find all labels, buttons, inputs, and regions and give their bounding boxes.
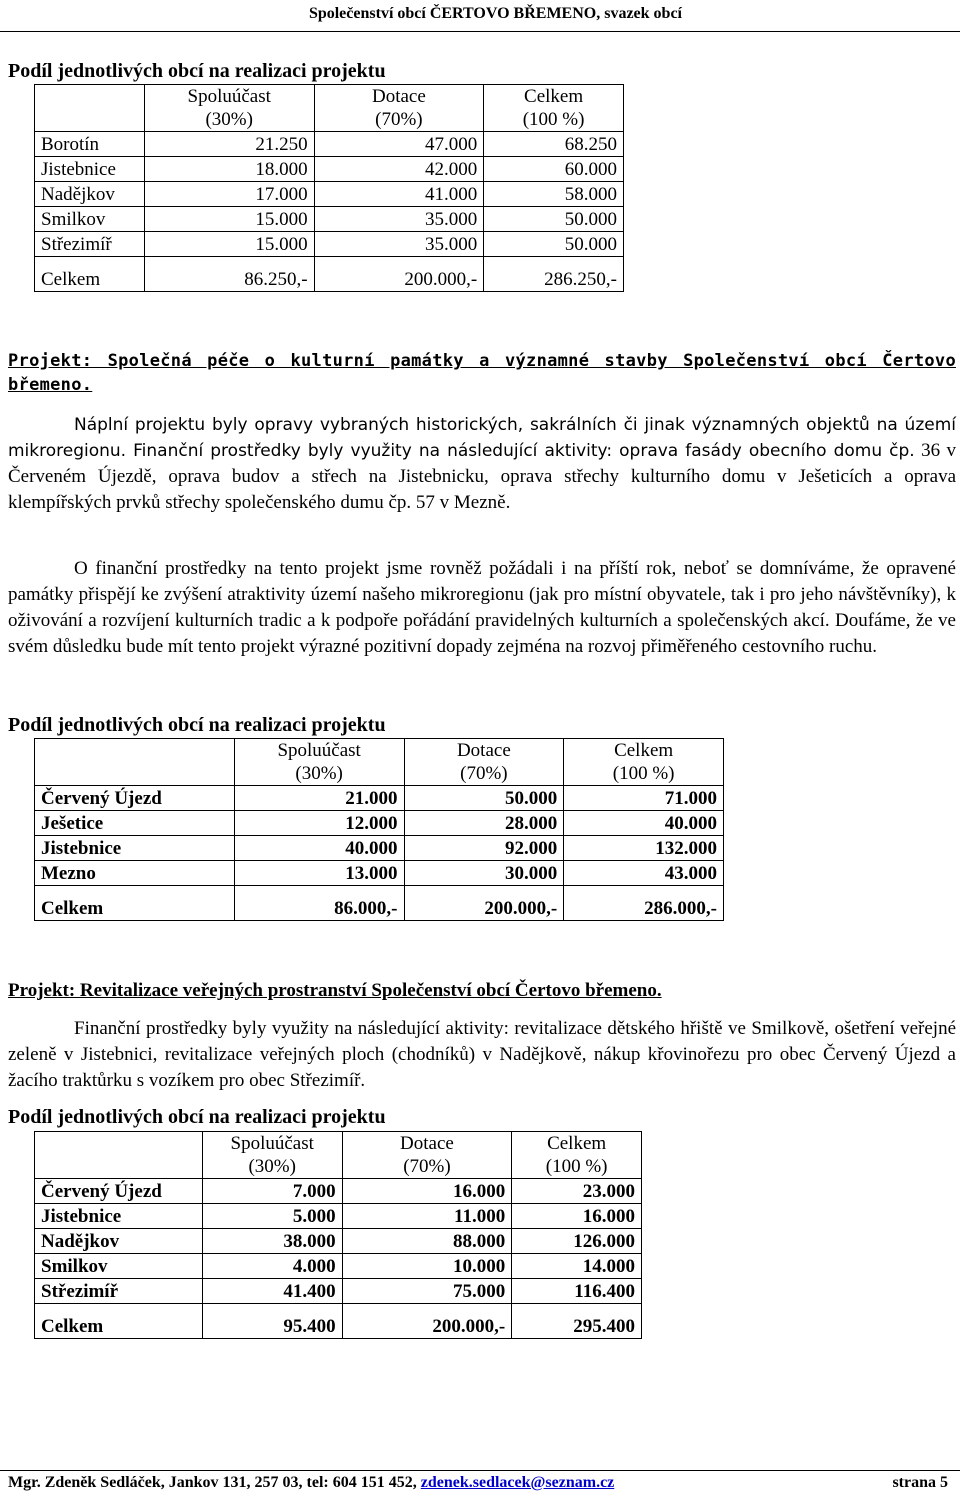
total-value: 200.000,- bbox=[314, 257, 484, 292]
table-column-header bbox=[404, 739, 564, 786]
table-header-row bbox=[35, 739, 724, 786]
project2-title-line2 bbox=[8, 373, 956, 397]
table-column-header bbox=[234, 739, 404, 786]
row-label: Mezno bbox=[35, 861, 235, 886]
row-label: Střezimíř bbox=[35, 1279, 203, 1304]
total-value: 86.250,- bbox=[144, 257, 314, 292]
table3 bbox=[34, 1131, 642, 1339]
row-value: 58.000 bbox=[484, 182, 624, 207]
column-header-line: (100 %) bbox=[545, 1156, 608, 1177]
footer-page-number: strana 5 bbox=[892, 1474, 948, 1491]
row-value: 50.000 bbox=[484, 232, 624, 257]
table-row bbox=[35, 1179, 642, 1204]
total-label: Celkem bbox=[35, 1304, 203, 1339]
row-value: 71.000 bbox=[564, 786, 724, 811]
row-value: 92.000 bbox=[404, 836, 564, 861]
row-value: 18.000 bbox=[144, 157, 314, 182]
row-value: 43.000 bbox=[564, 861, 724, 886]
row-value: 16.000 bbox=[342, 1179, 512, 1204]
row-label: Ješetice bbox=[35, 811, 235, 836]
row-value: 16.000 bbox=[512, 1204, 642, 1229]
row-value: 13.000 bbox=[234, 861, 404, 886]
row-value: 10.000 bbox=[342, 1254, 512, 1279]
row-label: Smilkov bbox=[35, 207, 145, 232]
row-value: 14.000 bbox=[512, 1254, 642, 1279]
footer-email-link[interactable]: zdenek.sedlacek@seznam.cz bbox=[420, 1474, 615, 1491]
table-row bbox=[35, 836, 724, 861]
table-row bbox=[35, 1229, 642, 1254]
row-value: 7.000 bbox=[202, 1179, 342, 1204]
table-row bbox=[35, 232, 624, 257]
table-row bbox=[35, 1204, 642, 1229]
row-value: 12.000 bbox=[234, 811, 404, 836]
column-header-line: (30%) bbox=[248, 1156, 296, 1177]
header-rule bbox=[0, 31, 960, 32]
row-value: 21.000 bbox=[234, 786, 404, 811]
row-value: 47.000 bbox=[314, 132, 484, 157]
table-row bbox=[35, 182, 624, 207]
table-header-blank bbox=[35, 85, 145, 132]
column-header-line: Spoluúčast bbox=[187, 86, 271, 107]
table-row bbox=[35, 132, 624, 157]
total-value: 295.400 bbox=[512, 1304, 642, 1339]
row-value: 42.000 bbox=[314, 157, 484, 182]
row-value: 38.000 bbox=[202, 1229, 342, 1254]
row-label: Borotín bbox=[35, 132, 145, 157]
total-value: 286.000,- bbox=[564, 886, 724, 921]
row-value: 132.000 bbox=[564, 836, 724, 861]
table-header-blank bbox=[35, 1132, 203, 1179]
footer-contact: Mgr. Zdeněk Sedláček, Jankov 131, 257 03, tel: 604 151 452, bbox=[8, 1474, 421, 1491]
row-value: 35.000 bbox=[314, 207, 484, 232]
row-label: Jistebnice bbox=[35, 157, 145, 182]
row-label: Jistebnice bbox=[35, 1204, 203, 1229]
project2-para1 bbox=[8, 412, 956, 516]
column-header-line: Celkem bbox=[614, 740, 674, 761]
row-value: 68.250 bbox=[484, 132, 624, 157]
table-row bbox=[35, 811, 724, 836]
page-footer bbox=[8, 1474, 948, 1492]
table1 bbox=[34, 84, 624, 292]
column-header-line: (30%) bbox=[295, 763, 343, 784]
row-value: 40.000 bbox=[564, 811, 724, 836]
table-header-row bbox=[35, 1132, 642, 1179]
row-label: Červený Újezd bbox=[35, 786, 235, 811]
column-header-line: (100 %) bbox=[612, 763, 675, 784]
table-row bbox=[35, 157, 624, 182]
footer-rule bbox=[0, 1470, 960, 1471]
page-header: Společenství obcí ČERTOVO BŘEMENO, svazek obcí bbox=[308, 5, 682, 22]
row-value: 21.250 bbox=[144, 132, 314, 157]
row-value: 75.000 bbox=[342, 1279, 512, 1304]
column-header-line: Celkem bbox=[547, 1133, 607, 1154]
total-value: 86.000,- bbox=[234, 886, 404, 921]
table-column-header bbox=[484, 85, 624, 132]
project3-title: Projekt: Revitalizace veřejných prostranství Společenství obcí Čertovo břemeno. bbox=[8, 980, 662, 1001]
row-label: Nadějkov bbox=[35, 182, 145, 207]
row-value: 41.000 bbox=[314, 182, 484, 207]
table-column-header bbox=[202, 1132, 342, 1179]
row-value: 17.000 bbox=[144, 182, 314, 207]
row-label: Jistebnice bbox=[35, 836, 235, 861]
table-header-blank bbox=[35, 739, 235, 786]
row-value: 35.000 bbox=[314, 232, 484, 257]
row-value: 50.000 bbox=[404, 786, 564, 811]
total-value: 200.000,- bbox=[404, 886, 564, 921]
row-value: 50.000 bbox=[484, 207, 624, 232]
table-header-row bbox=[35, 85, 624, 132]
column-header-line: Celkem bbox=[524, 86, 584, 107]
table-column-header bbox=[342, 1132, 512, 1179]
table-row bbox=[35, 1254, 642, 1279]
column-header-line: Dotace bbox=[371, 86, 426, 107]
column-header-line: (70%) bbox=[375, 109, 423, 130]
row-value: 15.000 bbox=[144, 207, 314, 232]
row-value: 28.000 bbox=[404, 811, 564, 836]
row-value: 30.000 bbox=[404, 861, 564, 886]
row-value: 126.000 bbox=[512, 1229, 642, 1254]
table-row bbox=[35, 861, 724, 886]
row-label: Nadějkov bbox=[35, 1229, 203, 1254]
row-label: Smilkov bbox=[35, 1254, 203, 1279]
project2-para1-a: Náplní projektu byly opravy vybraných historických, sakrálních či jinak významných objektů na území mikroregionu. Finanční prostředky byly využity na následující aktivity: oprava fasády obecního domu čp. bbox=[8, 415, 956, 461]
row-label: Střezimíř bbox=[35, 232, 145, 257]
column-header-line: Spoluúčast bbox=[277, 740, 361, 761]
row-value: 23.000 bbox=[512, 1179, 642, 1204]
row-value: 41.400 bbox=[202, 1279, 342, 1304]
table2-heading: Podíl jednotlivých obcí na realizaci projektu bbox=[8, 714, 386, 736]
total-label: Celkem bbox=[35, 886, 235, 921]
table3-heading: Podíl jednotlivých obcí na realizaci projektu bbox=[8, 1106, 386, 1128]
column-header-line: (70%) bbox=[403, 1156, 451, 1177]
table2 bbox=[34, 738, 724, 921]
column-header-line: (30%) bbox=[205, 109, 253, 130]
row-value: 40.000 bbox=[234, 836, 404, 861]
table-total-row bbox=[35, 1304, 642, 1339]
row-value: 60.000 bbox=[484, 157, 624, 182]
row-value: 4.000 bbox=[202, 1254, 342, 1279]
table-total-row bbox=[35, 257, 624, 292]
total-value: 95.400 bbox=[202, 1304, 342, 1339]
table-row bbox=[35, 1279, 642, 1304]
table-total-row bbox=[35, 886, 724, 921]
column-header-line: (70%) bbox=[460, 763, 508, 784]
table-column-header bbox=[314, 85, 484, 132]
project2-para1-b: 36 v Červeném Újezdě, oprava budov a střech na Jistebnicku, oprava střechy kulturního domu v Ješeticích a oprava klempířských prvků střechy společenského dumu čp. 57 v Mezně. bbox=[8, 440, 957, 513]
table1-heading: Podíl jednotlivých obcí na realizaci projektu bbox=[8, 60, 386, 82]
project2-para2: O finanční prostředky na tento projekt jsme rovněž požádali i na příští rok, neboť se domníváme, že opravené památky přispějí ke zvýšení atraktivity území našeho mikroregionu (jak pro místní obyvatele, tak i pro jeho návštěvníky), k oživování a rozvíjení kulturních tradic a k podpoře pořádání pravidelných kulturních a společenských akcí. Doufáme, že ve svém důsledku bude mít tento projekt výrazné pozitivní dopady zejména na rozvoj přiměřeného cestovního ruchu. bbox=[8, 558, 956, 657]
column-header-line: Dotace bbox=[400, 1133, 454, 1154]
row-value: 5.000 bbox=[202, 1204, 342, 1229]
table-row bbox=[35, 207, 624, 232]
project3-para: Finanční prostředky byly využity na následující aktivity: revitalizace dětského hřiště ve Smilkově, ošetření veřejné zeleně v Jistebnici, revitalizace veřejných ploch (chodníků) v Nadějkově, nákup křovinořezu pro obec Červený Újezd a žacího traktůrku s vozíkem pro obec Střezimíř. bbox=[8, 1018, 956, 1091]
column-header-line: Dotace bbox=[456, 740, 511, 761]
column-header-line: (100 %) bbox=[522, 109, 585, 130]
row-value: 88.000 bbox=[342, 1229, 512, 1254]
table-column-header bbox=[512, 1132, 642, 1179]
project2-title-line1: Projekt: Společná péče o kulturní památky a významné stavby Společenství obcí Čertovo bbox=[8, 351, 956, 371]
table-row bbox=[35, 786, 724, 811]
total-value: 200.000,- bbox=[342, 1304, 512, 1339]
total-label: Celkem bbox=[35, 257, 145, 292]
row-value: 15.000 bbox=[144, 232, 314, 257]
row-value: 11.000 bbox=[342, 1204, 512, 1229]
column-header-line: Spoluúčast bbox=[230, 1133, 314, 1154]
table-column-header bbox=[564, 739, 724, 786]
total-value: 286.250,- bbox=[484, 257, 624, 292]
project2-title-line2-text: břemeno. bbox=[8, 375, 93, 395]
row-label: Červený Újezd bbox=[35, 1179, 203, 1204]
row-value: 116.400 bbox=[512, 1279, 642, 1304]
table-column-header bbox=[144, 85, 314, 132]
